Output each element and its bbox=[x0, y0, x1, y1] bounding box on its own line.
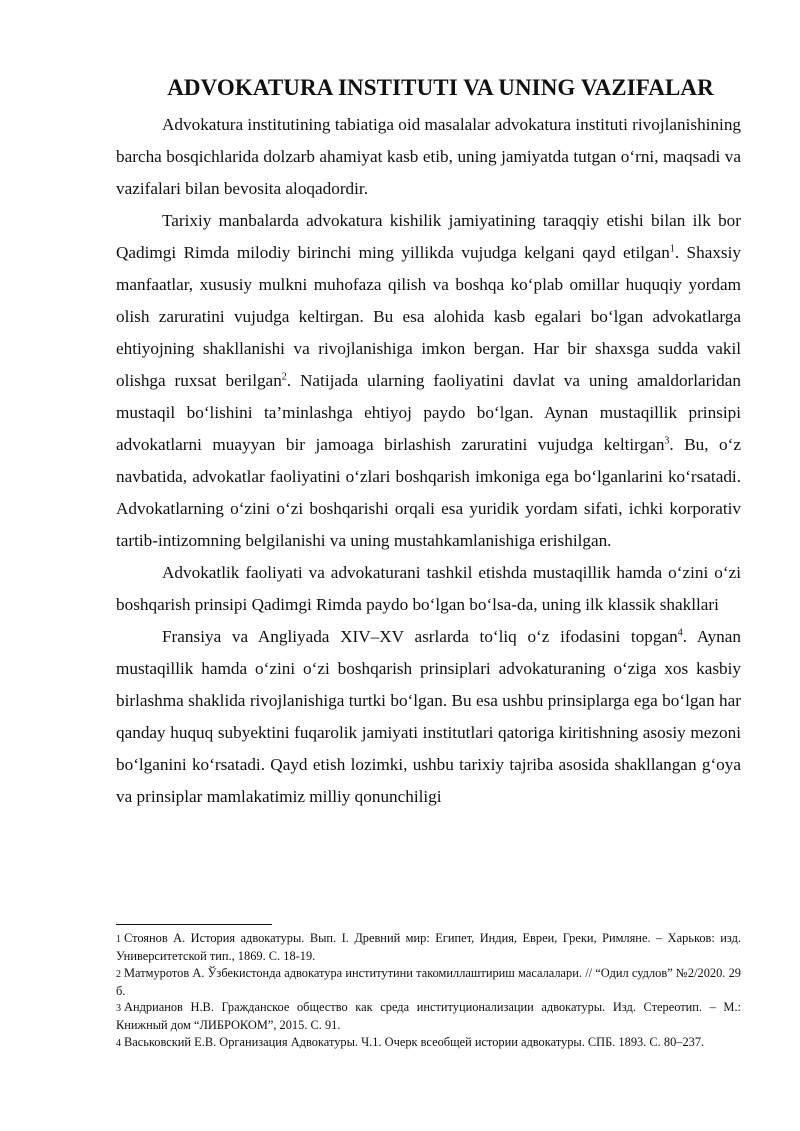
footnote-reference[interactable]: 3 bbox=[664, 435, 670, 447]
body-paragraph bbox=[116, 109, 741, 205]
paragraph-text: . Bu, o‘z navbatida, advokatlar faoliyatini o‘zlari boshqarish imkoniga ega bo‘lganlarini ko‘rsatadi. Advokatlarning o‘zini o‘zi boshqarishi orqali esa yuridik yordam sifati, ichki korporativ tartib-intizomning belgilanishi va uning mustahkamlanishiga erishilgan. bbox=[116, 435, 741, 550]
paragraph-text: Fransiya va Angliyada XIV–XV asrlarda to‘liq o‘z ifodasini topgan bbox=[162, 627, 678, 646]
footnote-reference[interactable]: 2 bbox=[281, 371, 287, 383]
paragraph-text: . Shaxsiy manfaatlar, xususiy mulkni muhofaza qilish va boshqa ko‘plab omillar huquqiy yordam olish zaruratini vujudga keltirgan. Bu esa alohida kasb egalari bo‘lgan advokatlarga ehtiyojning shakllanishi va rivojlanishiga imkon bergan. Har bir shaxsga sudda vakil olishga ruxsat berilgan bbox=[116, 243, 741, 390]
footnote-text: Стоянов А. История адвокатуры. Вып. I. Древний мир: Египет, Индия, Евреи, Греки, Римляне. – Харьков: изд. Университетской тип., 1869. С. 18-19. bbox=[116, 931, 741, 964]
body-paragraph bbox=[116, 205, 741, 557]
footnote-separator bbox=[116, 924, 272, 925]
document-page bbox=[116, 75, 741, 813]
paragraph-text: Tarixiy manbalarda advokatura kishilik jamiyatining taraqqiy etishi bilan ilk bor Qadimgi Rimda milodiy birinchi ming yillikda vujudga kelgani qayd etilgan bbox=[116, 211, 741, 262]
footnote-item bbox=[116, 1034, 741, 1052]
footnotes-section bbox=[116, 930, 741, 1052]
footnote-number: 2 bbox=[116, 968, 121, 980]
footnote-number: 4 bbox=[116, 1037, 121, 1049]
paragraph-text: . Natijada ularning faoliyatini davlat va uning amaldorlaridan mustaqil bo‘lishini ta’minlashga ehtiyoj paydo bo‘lgan. Aynan mustaqillik prinsipi advokatlarni muayyan bir jamoaga birlashish zaruratini vujudga keltirgan bbox=[116, 371, 741, 454]
paragraph-text: Advokatlik faoliyati va advokaturani tashkil etishda mustaqillik hamda o‘zini o‘zi boshqarish prinsipi Qadimgi Rimda paydo bo‘lgan bo‘lsa-da, uning ilk klassik shakllari bbox=[116, 563, 741, 614]
paragraph-text: Advokatura institutining tabiatiga oid masalalar advokatura instituti rivojlanishining barcha bosqichlarida dolzarb ahamiyat kasb etib, uning jamiyatda tutgan o‘rni, maqsadi va vazifalari bilan bevosita aloqadordir. bbox=[116, 115, 742, 198]
footnote-item bbox=[116, 999, 741, 1034]
footnote-text: Матмуротов А. Ўзбекистонда адвокатура институтини такомиллаштириш масалалари. // “Одил судлов” №2/2020. 29 б. bbox=[116, 965, 741, 998]
footnote-reference[interactable]: 4 bbox=[677, 627, 683, 639]
footnote-text: Васьковский Е.В. Организация Адвокатуры. Ч.1. Очерк всеобщей истории адвокатуры. СПБ. 1893. С. 80–237. bbox=[124, 1034, 705, 1049]
footnote-item bbox=[116, 965, 741, 1000]
footnote-item bbox=[116, 930, 741, 965]
footnote-text: Андрианов Н.В. Гражданское общество как среда институционализации адвокатуры. Изд. Стереотип. – М.: Книжный дом “ЛИБРОКОМ”, 2015. С. 91. bbox=[116, 1000, 741, 1033]
body-paragraph bbox=[116, 621, 741, 813]
footnote-reference[interactable]: 1 bbox=[669, 243, 675, 255]
footnote-number: 1 bbox=[116, 934, 121, 945]
footnote-number: 3 bbox=[116, 1003, 121, 1015]
document-body bbox=[116, 109, 741, 813]
body-paragraph bbox=[116, 557, 741, 621]
document-title: ADVOKATURA INSTITUTI VA UNING VAZIFALAR bbox=[167, 75, 714, 100]
paragraph-text: . Aynan mustaqillik hamda o‘zini o‘zi boshqarish prinsiplari advokaturaning o‘ziga xos kasbiy birlashma shaklida rivojlanishiga turtki bo‘lgan. Bu esa ushbu prinsiplarga ega bo‘lgan har qanday huquq subyektini fuqarolik jamiyati institutlari qatoriga kiritishning asosiy mezoni bo‘lganini ko‘rsatadi. Qayd etish lozimki, ushbu tarixiy tajriba asosida shakllangan g‘oya va prinsiplar mamlakatimiz milliy qonunchiligi bbox=[116, 627, 741, 806]
